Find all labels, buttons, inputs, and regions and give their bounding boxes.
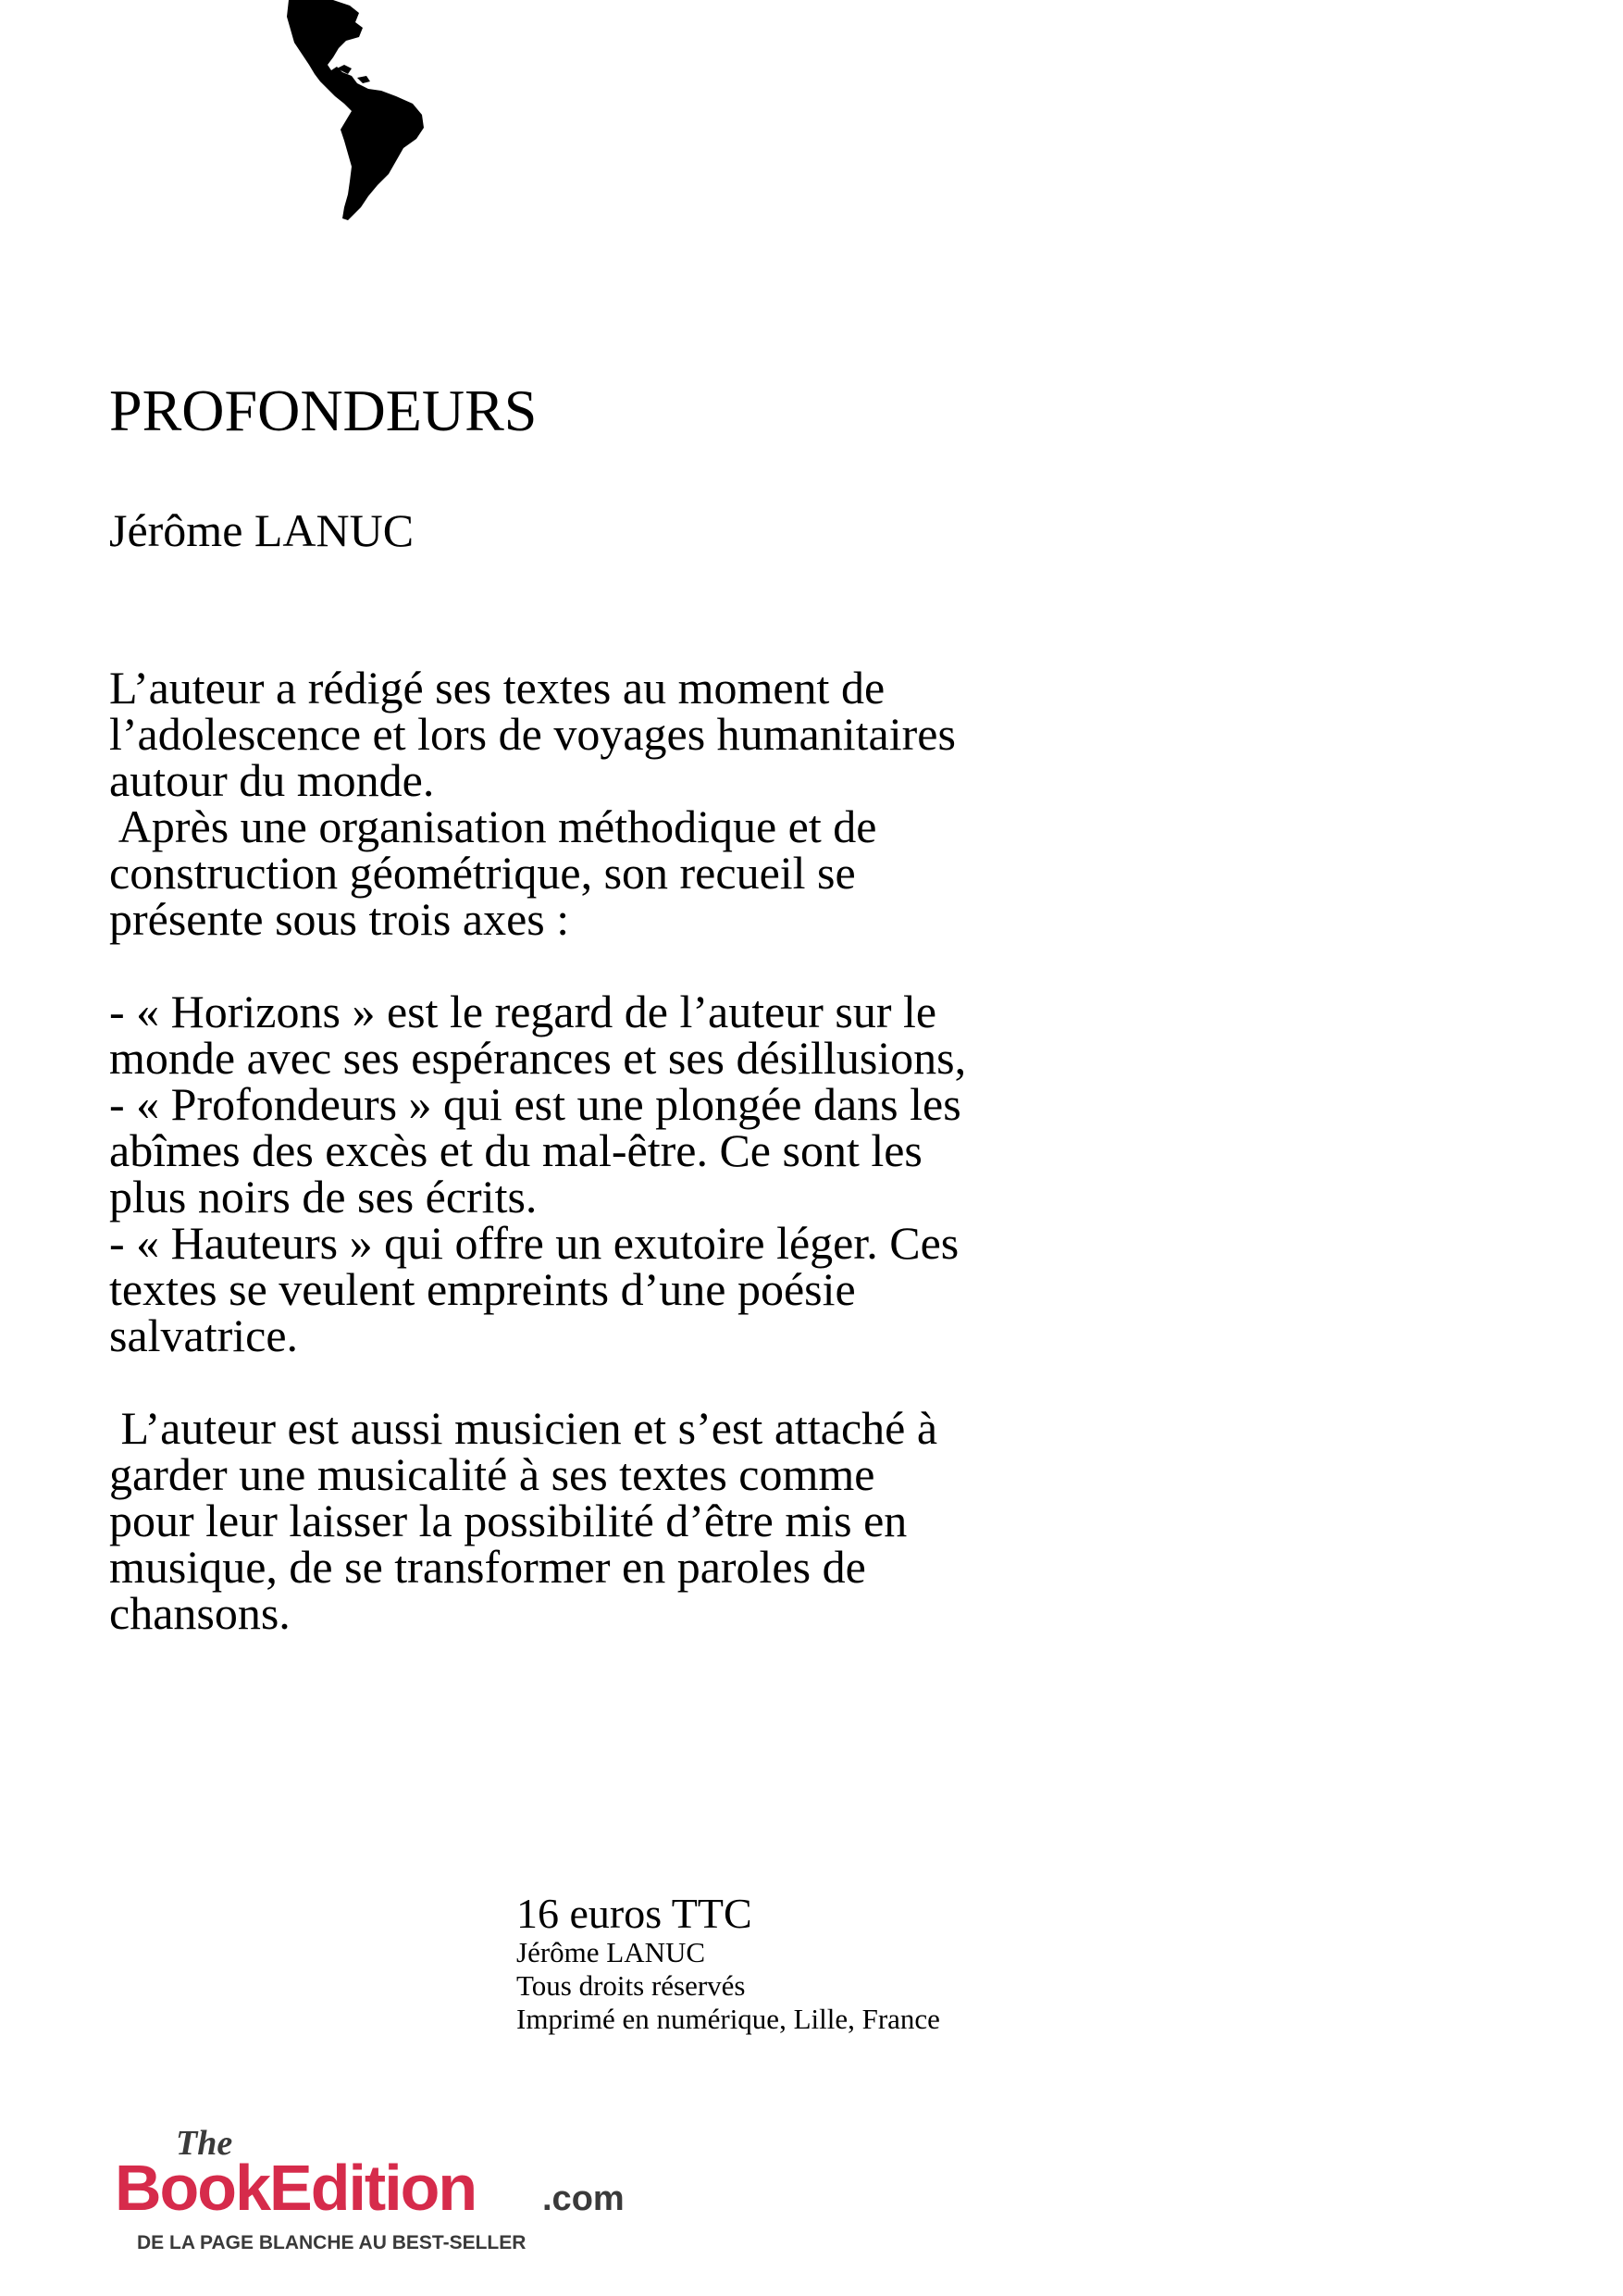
book-description [109,662,1257,1639]
text-line: plus noirs de ses écrits. [109,1171,538,1222]
text-line: Après une organisation méthodique et de [109,800,877,852]
text-line: monde avec ses espérances et ses désillusions, [109,1032,967,1084]
text-line: pour leur laisser la possibilité d’être mis en [109,1495,908,1546]
text-line: salvatrice. [109,1309,299,1361]
colophon-printed: Imprimé en numérique, Lille, France [516,2003,940,2035]
paragraph-spacer [109,942,1257,988]
text-line: construction géométrique, son recueil se [109,847,856,899]
colophon-rights: Tous droits réservés [516,1969,746,2002]
text-line: présente sous trois axes : [109,893,570,945]
text-line: - « Profondeurs » qui est une plongée dans les [109,1078,961,1130]
price: 16 euros TTC [516,1890,752,1937]
book-author: Jérôme LANUC [109,504,415,556]
text-line: garder une musicalité à ses textes comme [109,1448,875,1500]
logo-the: The [176,2124,233,2163]
colophon-author: Jérôme LANUC [516,1936,706,1968]
text-line: - « Hauteurs » qui offre un exutoire léger. Ces [109,1217,960,1269]
text-line: L’auteur est aussi musicien et s’est attaché à [109,1402,938,1454]
text-line: L’auteur a rédigé ses textes au moment de [109,662,886,714]
text-line: chansons. [109,1587,291,1639]
book-title: PROFONDEURS [109,378,538,443]
description-paragraph-2 [109,988,1257,1359]
text-line: l’adolescence et lors de voyages humanitaires [109,708,956,760]
description-paragraph-1 [109,662,1257,945]
publisher-logo [109,2119,664,2267]
text-line: autour du monde. [109,754,435,806]
logo-tagline: DE LA PAGE BLANCHE AU BEST-SELLER [137,2232,527,2253]
text-line: musique, de se transformer en paroles de [109,1541,866,1593]
text-line: textes se veulent empreints d’une poésie [109,1263,856,1315]
colophon [516,1892,940,2036]
text-line: - « Horizons » est le regard de l’auteur sur le [109,986,937,1037]
logo-name: BookEdition [115,2152,477,2224]
logo-domain: .com [542,2179,625,2218]
text-line: abîmes des excès et du mal-être. Ce sont les [109,1124,923,1176]
world-map-americas-icon [278,0,444,222]
description-paragraph-3 [109,1402,1257,1639]
paragraph-spacer [109,1359,1257,1405]
